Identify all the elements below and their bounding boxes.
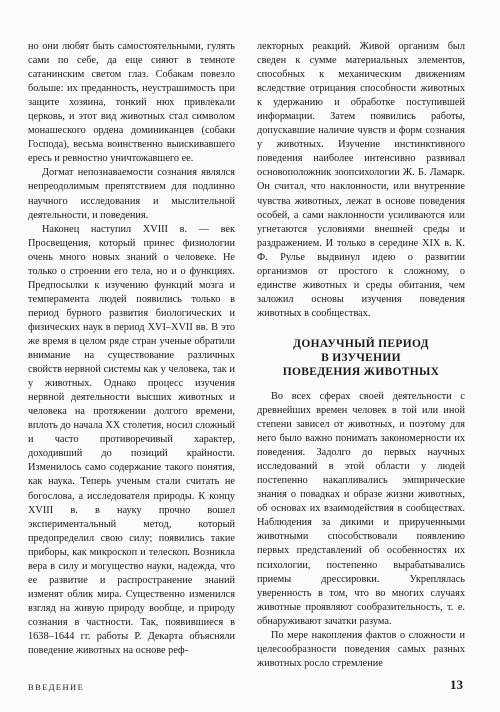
running-footer-section: ВВЕДЕНИЕ: [28, 682, 85, 692]
right-column: [257, 40, 465, 671]
paragraph: но они любят быть самостоятельными, гулять сами по себе, да еще сияют в темноте сатанинским светом глаз. Собакам повезло больше: их преданность, неустрашимость при защите хозяина, тонкий нюх привлекали церковь, и этот вид животных стал символом монашеского ордена доминиканцев (собаки Господа), весьма воинственно выискивавшего ересь и ревностно уничтожавшего ее.: [28, 41, 235, 165]
heading-line: В ИЗУЧЕНИИ: [321, 351, 401, 364]
section-heading: [257, 337, 465, 379]
paragraph: Догмат непознаваемости сознания являлся непреодолимым препятствием для подлинно научного исследования и мыслительной деятельности, и поведения.: [28, 167, 235, 221]
page-number: 13: [450, 677, 463, 692]
paragraph: Во всех сферах своей деятельности с древнейших времен человек в той или иной степени зависел от животных, и поэтому для него было важно понимать закономерности их поведения. Задолго до первых научных исследований в этой области у людей постепенно накапливались эмпирические знания о повадках и образе жизни животных, об основах их взаимодействия в сообществах. Наблюдения за дикими и прирученными животными способствовали появлению первых представлений об особенностях их психологии, постепенно вырабатывались приемы дрессировки. Укреплялась уверенность в том, что во многих случаях животные проявляют сообразительность, т. е. обнаруживают зачатки разума.: [257, 390, 465, 627]
heading-line: ДОНАУЧНЫЙ ПЕРИОД: [293, 337, 429, 350]
paragraph: По мере накопления фактов о сложности и целесообразности поведения самых разных животных росло стремление: [257, 629, 465, 669]
paragraph: лекторных реакций. Живой организм был сведен к сумме материальных элементов, способных к механическим движениям вследствие отрицания способности животных к удержанию и обработке поступившей информации. Затем появились работы, допускавшие наличие чувств и форм сознания у животных. Изучение инстинктивного поведения наиболее интенсивно развивал основоположник зоопсихологии Ж. Б. Ламарк. Он считал, что наклонности, или внутренние чувства животных, лежат в основе поведения особей, а сами наклонности усиливаются или угнетаются условиями внешней среды и раздражением. И только в середине XIX в. К. Ф. Рулье выдвинул идею о развитии организмов от простого к сложному, о единстве животных и среды обитания, чем заложил основы изучения поведения животных в сообществах.: [257, 41, 465, 319]
left-column: [28, 40, 235, 658]
paragraph: Наконец наступил XVIII в. — век Просвещения, который принес физиологии очень много новых знаний о человеке. Не только о строении его тела, но и о функциях. Предпосылки к изучению функций мозга и темперамента людей появились только в период бурного развития биологических и физических наук в период XVI–XVII вв. В это же время в целом ряде стран ученые обратили внимание на существование различных свойств нервной системы как у человека, так и у животных. Однако процесс изучения нервной деятельности высших животных и человека на протяжении долгого времени, вплоть до начала XX столетия, носил сложный и часто противоречивый характер, доходивший до позиций крайности. Изменилось само содержание такого понятия, как наука. Теперь ученым стали считать не богослова, а исследователя природы. К концу XVIII в. в науку прочно вошел экспериментальный метод, который предопределил свою силу; появились такие приборы, как микроскоп и телескоп. Возникла вера в силу и могущество науки, надежда, что ее развитие и распространение знаний изменят облик мира. Существенно изменился взгляд на живую природу вообще, и природу сознания в частности. Так, появившиеся в 1638–1644 гг. работы Р. Декарта объясняли поведение животных на основе реф-: [28, 223, 235, 657]
heading-line: ПОВЕДЕНИЯ ЖИВОТНЫХ: [282, 365, 440, 378]
